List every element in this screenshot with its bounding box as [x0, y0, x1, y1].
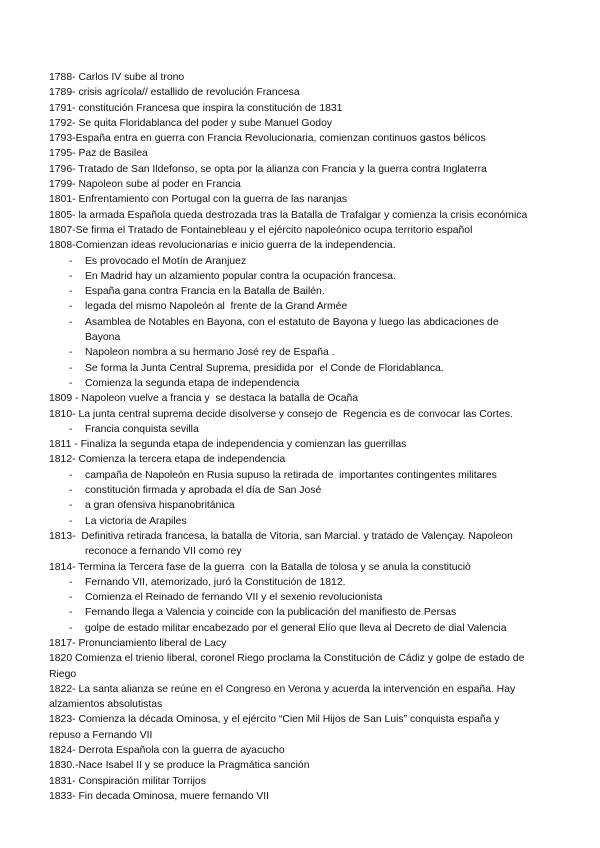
timeline-sub-item	[49, 483, 569, 498]
timeline-entry	[49, 667, 569, 682]
entry-text: 1793-España entra en guerra con Francia Revolucionaria, comienzan continuos gastos bélicos	[49, 133, 486, 145]
timeline-entry	[49, 407, 569, 422]
entry-text: Comienza el Reinado de fernando VII y el sexenio revolucionista	[85, 592, 383, 604]
entry-text: España gana contra Francia en la Batalla de Bailén.	[85, 286, 325, 298]
timeline-sub-item	[49, 468, 569, 483]
entry-text: 1820 Comienza el trienio liberal, coronel Riego proclama la Constitución de Cádiz y golpe de estado de	[49, 653, 525, 665]
timeline-entry	[49, 560, 569, 575]
timeline-sub-item	[49, 422, 569, 437]
timeline-list	[49, 70, 569, 804]
entry-text: Napoleon nombra a su hermano José rey de España .	[85, 347, 335, 359]
entry-text: 1796- Tratado de San Ildefonso, se opta por la alianza con Francia y la guerra contra Inglaterra	[49, 163, 487, 175]
entry-text: Francia conquista sevilla	[85, 423, 199, 435]
entry-text: campaña de Napoleón en Rusia supuso la retirada de importantes contingentes militares	[85, 469, 497, 481]
timeline-entry	[49, 208, 569, 223]
timeline-entry	[49, 85, 569, 100]
timeline-entry	[49, 437, 569, 452]
timeline-entry	[49, 116, 569, 131]
entry-text: 1809 - Napoleon vuelve a francia y se destaca la batalla de Ocaña	[49, 393, 359, 405]
timeline-sub-item	[49, 299, 569, 314]
entry-text: 1811 - Finaliza la segunda etapa de independencia y comienzan las guerrillas	[49, 439, 407, 451]
timeline-sub-item	[49, 575, 569, 590]
bullet-dash-icon: -	[69, 316, 73, 328]
entry-text: Bayona	[85, 332, 121, 344]
entry-text: 1807-Se firma el Tratado de Fontainebleau y el ejército napoleónico ocupa territorio español	[49, 224, 473, 236]
entry-text: repuso a Fernando VII	[49, 729, 153, 741]
timeline-sub-item	[49, 498, 569, 513]
bullet-dash-icon: -	[69, 301, 73, 313]
timeline-sub-item	[49, 605, 569, 620]
timeline-entry	[49, 636, 569, 651]
entry-text: alzamientos absolutistas	[49, 699, 163, 711]
entry-text: 1813- Definitiva retirada francesa, la batalla de Vitoria, san Marcial. y tratado de Valençay. Napoleon	[49, 530, 513, 542]
entry-text: 1789- crisis agrícola// estallido de revolución Francesa	[49, 87, 300, 99]
bullet-dash-icon: -	[69, 592, 73, 604]
entry-text: 1833- Fin decada Ominosa, muere fernando VII	[49, 790, 270, 802]
entry-text: 1801- Enfrentamiento con Portugal con la guerra de las naranjas	[49, 194, 348, 206]
bullet-dash-icon: -	[69, 270, 73, 282]
entry-text: Fernando llega a Valencia y coincide con la publicación del manifiesto de Persas	[85, 607, 457, 619]
timeline-entry	[49, 682, 569, 697]
bullet-dash-icon: -	[69, 362, 73, 374]
entry-text: La victoria de Arapiles	[85, 515, 187, 527]
bullet-dash-icon: -	[69, 500, 73, 512]
timeline-entry	[49, 101, 569, 116]
entry-text: 1808-Comienzan ideas revolucionarias e inicio guerra de la independencia.	[49, 240, 396, 252]
entry-text: En Madrid hay un alzamiento popular contra la ocupación francesa.	[85, 270, 396, 282]
entry-text: Asamblea de Notables en Bayona, con el estatuto de Bayona y luego las abdicaciones de	[85, 316, 499, 328]
entry-text: legada del mismo Napoleón al frente de la Grand Armée	[85, 301, 348, 313]
entry-text: Se forma la Junta Central Suprema, presidida por el Conde de Floridablanca.	[85, 362, 444, 374]
timeline-continuation	[49, 330, 569, 345]
timeline-entry	[49, 131, 569, 146]
timeline-sub-item	[49, 376, 569, 391]
timeline-entry	[49, 177, 569, 192]
timeline-entry	[49, 758, 569, 773]
timeline-sub-item	[49, 361, 569, 376]
timeline-entry	[49, 651, 569, 666]
timeline-entry	[49, 743, 569, 758]
bullet-dash-icon: -	[69, 286, 73, 298]
bullet-dash-icon: -	[69, 347, 73, 359]
bullet-dash-icon: -	[69, 515, 73, 527]
timeline-sub-item	[49, 315, 569, 330]
entry-text: Fernando VII, atemorizado, juró la Constitución de 1812.	[85, 576, 346, 588]
entry-text: Es provocado el Motín de Aranjuez	[85, 255, 247, 267]
bullet-dash-icon: -	[69, 255, 73, 267]
timeline-entry	[49, 146, 569, 161]
timeline-entry	[49, 728, 569, 743]
bullet-dash-icon: -	[69, 607, 73, 619]
entry-text: 1814- Termina la Tercera fase de la guerra con la Batalla de tolosa y se anula la constituciò	[49, 561, 471, 573]
timeline-sub-item	[49, 514, 569, 529]
timeline-entry	[49, 789, 569, 804]
bullet-dash-icon: -	[69, 423, 73, 435]
timeline-sub-item	[49, 269, 569, 284]
timeline-entry	[49, 697, 569, 712]
timeline-sub-item	[49, 345, 569, 360]
timeline-entry	[49, 391, 569, 406]
timeline-entry	[49, 712, 569, 727]
entry-text: 1792- Se quita Floridablanca del poder y sube Manuel Godoy	[49, 117, 333, 129]
entry-text: 1791- constitución Francesa que inspira la constitución de 1831	[49, 102, 343, 114]
entry-text: golpe de estado militar encabezado por el general Elío que lleva al Decreto de dial Valencia	[85, 622, 507, 634]
timeline-entry	[49, 192, 569, 207]
entry-text: 1810- La junta central suprema decide disolverse y consejo de Regencia es de convocar las Cortes.	[49, 408, 513, 420]
timeline-continuation	[49, 544, 569, 559]
entry-text: 1823- Comienza la década Ominosa, y el ejército “Cien Mil Hijos de San Luis” conquista españa y	[49, 714, 500, 726]
entry-text: 1824- Derrota Española con la guerra de ayacucho	[49, 745, 285, 757]
timeline-entry	[49, 162, 569, 177]
entry-text: Riego	[49, 668, 77, 680]
timeline-entry	[49, 223, 569, 238]
bullet-dash-icon: -	[69, 622, 73, 634]
entry-text: 1817- Pronunciamiento liberal de Lacy	[49, 637, 227, 649]
timeline-sub-item	[49, 254, 569, 269]
timeline-sub-item	[49, 621, 569, 636]
bullet-dash-icon: -	[69, 576, 73, 588]
entry-text: 1799- Napoleon sube al poder en Francia	[49, 179, 241, 191]
entry-text: 1788- Carlos IV sube al trono	[49, 72, 185, 83]
bullet-dash-icon: -	[69, 485, 73, 497]
entry-text: Comienza la segunda etapa de independencia	[85, 377, 300, 389]
bullet-dash-icon: -	[69, 469, 73, 481]
entry-text: 1831- Conspiración militar Torrijos	[49, 775, 206, 787]
timeline-entry	[49, 774, 569, 789]
entry-text: constitución firmada y aprobada el día de San José	[85, 485, 322, 497]
timeline-sub-item	[49, 284, 569, 299]
timeline-sub-item	[49, 590, 569, 605]
entry-text: 1795- Paz de Basilea	[49, 148, 148, 160]
timeline-entry	[49, 70, 569, 85]
entry-text: 1805- la armada Española queda destrozada tras la Batalla de Trafalgar y comienza la crisis económica	[49, 209, 528, 221]
entry-text: reconoce a fernando VII como rey	[85, 546, 242, 558]
entry-text: 1830.-Nace Isabel II y se produce la Pragmática sanción	[49, 760, 310, 772]
timeline-entry	[49, 238, 569, 253]
entry-text: 1812- Comienza la tercera etapa de independencia	[49, 454, 286, 466]
entry-text: 1822- La santa alianza se reúne en el Congreso en Verona y acuerda la intervención en españa. Hay	[49, 683, 516, 695]
entry-text: a gran ofensiva hispanobritánica	[85, 500, 235, 512]
timeline-entry	[49, 529, 569, 544]
timeline-entry	[49, 452, 569, 467]
bullet-dash-icon: -	[69, 377, 73, 389]
